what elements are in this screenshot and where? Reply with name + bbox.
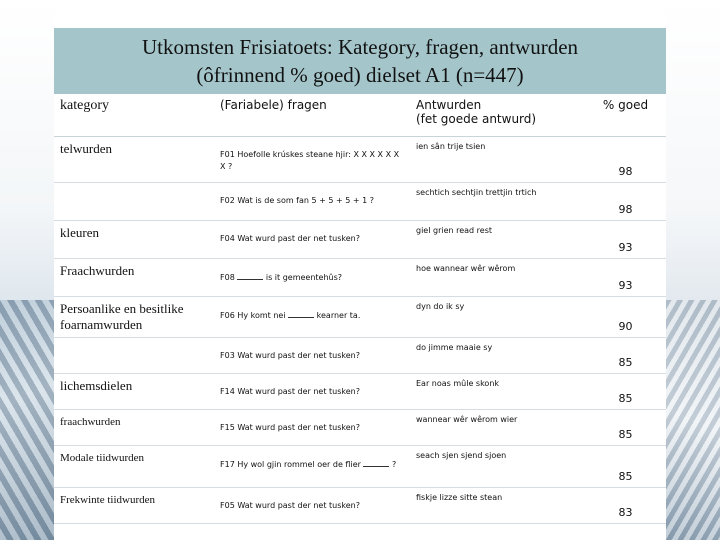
row-answer: do jimme maaie sy [410,338,585,374]
row-answer: sechtich sechtjin trettjin trtich [410,183,585,221]
row-question: F14 Wat wurd past der net tusken? [214,374,410,410]
title-line-2: (ôfrinnend % goed) dielset A1 (n=447) [196,63,524,87]
header-question: (Fariabele) fragen [214,94,410,137]
table-row [54,488,666,524]
row-question-pre: F17 Hy wol gjin rommel oer de flier [220,460,361,469]
row-category: Persoanlike en besitlike foarnamwurden [54,297,214,338]
row-answer: wannear wêr wêrom wier [410,410,585,446]
table-row [54,446,666,488]
row-question [214,297,410,338]
background-building-right [660,300,720,540]
row-category [54,183,214,221]
background-building-right-top [665,0,720,300]
header-answers-line-2: (fet goede antwurd) [416,112,537,126]
row-answer: seach sjen sjend sjoen [410,446,585,488]
results-table [54,94,666,524]
row-category: Fraachwurden [54,259,214,297]
row-answer: dyn do ik sy [410,297,585,338]
row-question-pre: F08 [220,273,235,282]
row-category: kleuren [54,221,214,259]
row-question-post: ? [392,460,397,469]
table-row [54,259,666,297]
fill-in-blank [363,458,389,467]
fill-in-blank [288,309,314,318]
table-row [54,221,666,259]
row-percent: 93 [585,259,666,297]
table-header-row [54,94,666,137]
row-answer: Ear noas mûle skonk [410,374,585,410]
row-question: F15 Wat wurd past der net tusken? [214,410,410,446]
fill-in-blank [237,271,263,280]
row-category: lichemsdielen [54,374,214,410]
row-question-post: is it gemeentehûs? [265,273,343,282]
row-question: F04 Wat wurd past der net tusken? [214,221,410,259]
row-percent: 85 [585,374,666,410]
table-row [54,374,666,410]
row-question: F03 Wat wurd past der net tusken? [214,338,410,374]
row-category: Modale tiidwurden [54,446,214,488]
background-building-left-top [0,0,55,300]
row-question: F01 Hoefolle krúskes steane hjir: X X X X X X X ? [214,137,410,183]
header-category: kategory [54,94,214,137]
row-answer: giel grien read rest [410,221,585,259]
row-answer: ien sân trije tsien [410,137,585,183]
row-answer: fiskje lizze sitte stean [410,488,585,524]
row-percent: 98 [585,183,666,221]
row-category: Frekwinte tiidwurden [54,488,214,524]
table-row [54,410,666,446]
row-category: telwurden [54,137,214,183]
row-question: F05 Wat wurd past der net tusken? [214,488,410,524]
row-percent: 90 [585,297,666,338]
background-building-left [0,300,60,540]
row-percent: 93 [585,221,666,259]
table-row [54,137,666,183]
header-answers-line-1: Antwurden [416,98,482,112]
row-question [214,259,410,297]
slide [54,28,666,540]
table-row [54,183,666,221]
row-category [54,338,214,374]
slide-title [54,28,666,94]
table-row [54,338,666,374]
table-row [54,297,666,338]
row-question: F02 Wat is de som fan 5 + 5 + 5 + 1 ? [214,183,410,221]
title-line-1: Utkomsten Frisiatoets: Kategory, fragen, antwurden [141,35,579,59]
row-percent: 98 [585,137,666,183]
row-question-post: kearner ta. [316,311,361,320]
row-category: fraachwurden [54,410,214,446]
row-answer: hoe wannear wêr wêrom [410,259,585,297]
row-question [214,446,410,488]
row-question-pre: F06 Hy komt nei [220,311,286,320]
header-percent: % goed [585,94,666,137]
row-percent: 83 [585,488,666,524]
row-percent: 85 [585,446,666,488]
header-answers [410,94,585,137]
row-percent: 85 [585,338,666,374]
row-percent: 85 [585,410,666,446]
